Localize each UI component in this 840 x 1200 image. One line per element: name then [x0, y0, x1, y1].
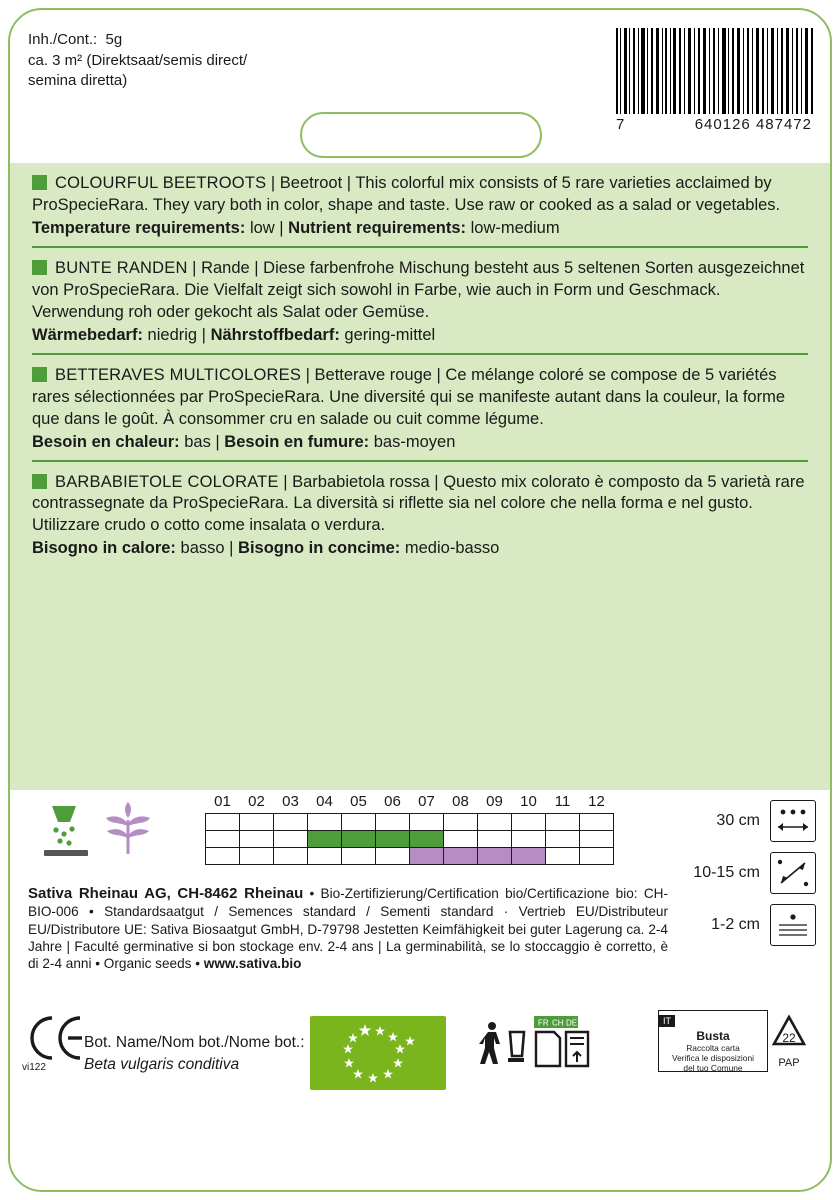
calendar-cell: [546, 848, 580, 865]
temperature-label-it: Bisogno in calore:: [32, 539, 176, 558]
description-text-it: [32, 472, 808, 538]
pap-label: PAP: [778, 1057, 800, 1069]
barcode-digit-main: 640126 487472: [694, 116, 812, 133]
barcode-icon: [614, 28, 814, 114]
temperature-label-fr: Besoin en chaleur:: [32, 432, 180, 451]
direct-sowing-icon: [36, 800, 186, 860]
calendar-cell: [308, 814, 342, 831]
barcode-digit-prefix: 7: [616, 116, 626, 133]
botanical-name-label: Bot. Name/Nom bot./Nome bot.:: [84, 1034, 305, 1051]
body-fr: Ce mélange coloré se compose de 5 variétés rares sélectionnées par ProSpecieRara. Une diversité qui se manifeste autant dans la couleur, la forme que dans le goût. À consommer cru en salade ou cuit comme légume.: [32, 365, 785, 428]
barcode-digits: [614, 116, 814, 133]
language-block-de: [10, 248, 830, 353]
sep: |: [266, 174, 280, 192]
requirements-en: [32, 219, 808, 238]
common-name-it: BARBABIETOLE COLORATE: [55, 472, 279, 491]
language-block-en: [10, 163, 830, 246]
company-info: [28, 884, 668, 973]
common-name-de: BUNTE RANDEN: [55, 258, 188, 277]
calendar-cell-harvest: [478, 848, 512, 865]
hang-hole-notch: [300, 112, 542, 158]
pap-recycling-mark: [760, 1012, 818, 1076]
calendar-cell: [240, 831, 274, 848]
svg-text:FR: FR: [538, 1018, 549, 1028]
month-header: 05: [350, 793, 367, 810]
sep: |: [429, 472, 444, 491]
svg-text:CH: CH: [552, 1018, 564, 1028]
calendar-cell: [546, 814, 580, 831]
tidyman-icon: [479, 1022, 524, 1064]
calendar-cell: [342, 814, 376, 831]
sep: |: [197, 325, 211, 344]
spacing-row-row-distance: [638, 798, 816, 844]
temperature-value-de: niedrig: [147, 325, 198, 344]
square-bullet-icon: [32, 474, 47, 489]
row-distance-icon: [770, 800, 816, 842]
calendar-cell: [444, 831, 478, 848]
month-header: 06: [384, 793, 401, 810]
plant-distance-icon: [770, 852, 816, 894]
content-weight: Inh./Cont.: 5g: [28, 31, 123, 48]
month-header: 03: [282, 793, 299, 810]
calendar-cell-sowing: [308, 831, 342, 848]
species-name-fr: Betterave rouge: [314, 365, 432, 384]
calendar-cell: [478, 831, 512, 848]
month-header: 02: [248, 793, 265, 810]
calendar-cell: [410, 814, 444, 831]
language-block-it: [10, 462, 830, 567]
sowing-depth-icon: [770, 904, 816, 946]
busta-line2: Verifica le disposizioni: [672, 1053, 754, 1064]
calendar-cell-sowing: [342, 831, 376, 848]
calendar-cell: [512, 814, 546, 831]
square-bullet-icon: [32, 175, 47, 190]
sep: |: [301, 365, 315, 384]
company-website: www.sativa.bio: [203, 956, 302, 972]
temperature-value-fr: bas: [184, 432, 211, 451]
square-bullet-icon: [32, 260, 47, 275]
calendar-cell: [580, 848, 614, 865]
calendar-cell: [206, 814, 240, 831]
nutrient-label-it: Bisogno in concime:: [238, 539, 401, 558]
calendar-cell: [376, 814, 410, 831]
svg-text:DE: DE: [566, 1018, 578, 1028]
nutrient-label-en: Nutrient requirements:: [288, 218, 467, 237]
month-header: 01: [214, 793, 231, 810]
busta-title: Busta: [696, 1029, 730, 1043]
species-name-de: Rande: [201, 258, 250, 277]
calendar-cell-harvest: [444, 848, 478, 865]
calendar-cell: [342, 848, 376, 865]
barcode-area: [614, 28, 814, 133]
calendar-cell-harvest: [410, 848, 444, 865]
content-area-line1: ca. 3 m² (Direktsaat/semis direct/: [28, 51, 248, 69]
content-area-line2: semina diretta): [28, 72, 128, 90]
month-header: 08: [452, 793, 469, 810]
nutrient-value-en: low-medium: [470, 218, 560, 237]
common-name-fr: BETTERAVES MULTICOLORES: [55, 365, 302, 384]
version-code: vi122: [22, 1062, 46, 1073]
sep: |: [278, 472, 293, 491]
calendar-cell: [580, 814, 614, 831]
eu-organic-logo-icon: [310, 1016, 446, 1090]
botanical-name-value: Beta vulgaris conditiva: [84, 1056, 240, 1074]
description-text-fr: [32, 365, 808, 431]
culture-pictograms: [36, 800, 186, 860]
description-text-en: [32, 173, 808, 217]
plant-distance-label: 10-15 cm: [693, 864, 760, 881]
body-it: Questo mix colorato è composto da 5 varietà rare contrassegnate da ProSpecieRara. La diversità si riflette sia nel colore che nella forma e nel gusto. Utilizzare crudo o cotto come insalata o verdura.: [32, 472, 805, 535]
body-en: This colorful mix consists of 5 rare varieties acclaimed by ProSpecieRara. They vary both in color, shape and taste. Use raw or cooked as a salad or vegetables.: [32, 174, 781, 214]
calendar-row-harvest: [206, 848, 614, 865]
busta-disposal-box: [658, 1010, 768, 1072]
sep: |: [274, 218, 289, 237]
company-name: Sativa Rheinau AG, CH-8462 Rheinau: [28, 885, 304, 902]
busta-line1: Raccolta carta: [686, 1043, 740, 1053]
nutrient-label-fr: Besoin en fumure:: [224, 432, 370, 451]
calendar-cell: [274, 814, 308, 831]
requirements-it: [32, 539, 808, 558]
calendar-cell-sowing: [410, 831, 444, 848]
busta-country-code: IT: [659, 1015, 675, 1027]
nutrient-label-de: Nährstoffbedarf:: [210, 325, 340, 344]
body-de: Diese farbenfrohe Mischung besteht aus 5 seltenen Sorten ausgezeichnet von ProSpecieRara. Die Vielfalt zeigt sich sowohl in Farbe, wie auch in Form und Geschmack. Verwendung roh oder gekocht als Salat oder Gemüse.: [32, 258, 805, 321]
calendar-cell: [308, 848, 342, 865]
calendar-row-sowing: [206, 831, 614, 848]
square-bullet-icon: [32, 367, 47, 382]
calendar-cell: [206, 831, 240, 848]
sep: |: [431, 365, 446, 384]
temperature-label-de: Wärmebedarf:: [32, 325, 143, 344]
nutrient-value-fr: bas-moyen: [373, 432, 456, 451]
sep: |: [224, 539, 239, 558]
calendar-cell: [240, 848, 274, 865]
temperature-value-en: low: [249, 218, 275, 237]
row-distance-label: 30 cm: [716, 812, 760, 829]
calendar-cell: [580, 831, 614, 848]
botanical-name-block: [84, 1032, 305, 1077]
calendar-cell: [444, 814, 478, 831]
language-block-fr: [10, 355, 830, 460]
requirements-de: [32, 326, 808, 345]
sep: |: [187, 258, 202, 277]
description-text-de: [32, 258, 808, 324]
content-info: [28, 30, 358, 92]
temperature-value-it: basso: [180, 539, 225, 558]
nutrient-value-de: gering-mittel: [344, 325, 436, 344]
month-header: 04: [316, 793, 333, 810]
sep: |: [210, 432, 225, 451]
calendar-cell-harvest: [512, 848, 546, 865]
month-header: 12: [588, 793, 605, 810]
ce-mark-icon: [22, 1012, 92, 1064]
species-name-it: Barbabietola rossa: [292, 472, 430, 491]
plant-icon: [106, 802, 150, 854]
calendar-cell: [274, 848, 308, 865]
month-header: 10: [520, 793, 537, 810]
country-flags-icon: [534, 1016, 588, 1066]
common-name-en: COLOURFUL BEETROOTS: [55, 174, 267, 192]
month-header: 07: [418, 793, 435, 810]
calendar-cell: [546, 831, 580, 848]
description-panel: [10, 163, 830, 790]
calendar-row-top: [206, 814, 614, 831]
calendar-cell: [376, 848, 410, 865]
month-header: 09: [486, 793, 503, 810]
sowing-calendar: [205, 793, 614, 865]
calendar-cell: [512, 831, 546, 848]
calendar-cell: [478, 814, 512, 831]
temperature-label-en: Temperature requirements:: [32, 218, 246, 237]
disposal-icons: [478, 1012, 638, 1078]
sep: |: [249, 258, 264, 277]
calendar-cell-sowing: [376, 831, 410, 848]
calendar-cell: [240, 814, 274, 831]
company-legal-text: • Bio-Zertifizierung/Certification bio/Certificazione bio: CH-BIO-006 • Standardsaatgut / Semences standard / Sementi standard · Vertrieb EU/Distributeur EU/Distributore UE: Sativa Biosaatgut GmbH, D-79798 Jestetten Keimfähigkeit bei guter Lagerung ca. 2-4 Jahre | Faculté germinative si bon stockage env. 2-4 ans | La germinabilità, se lo stoccaggio è corretto, è di 2-4 anni • Organic seeds •: [28, 886, 668, 972]
calendar-table: [205, 793, 614, 865]
month-header: 11: [554, 793, 571, 810]
calendar-cell: [274, 831, 308, 848]
busta-line3: del tuo Comune: [683, 1063, 743, 1074]
sep: |: [342, 174, 356, 192]
pap-number: 22: [782, 1031, 796, 1045]
nutrient-value-it: medio-basso: [404, 539, 500, 558]
species-name-en: Beetroot: [279, 174, 343, 192]
calendar-header-row: [206, 793, 614, 814]
calendar-cell: [206, 848, 240, 865]
sowing-depth-label: 1-2 cm: [711, 916, 760, 933]
requirements-fr: [32, 433, 808, 452]
